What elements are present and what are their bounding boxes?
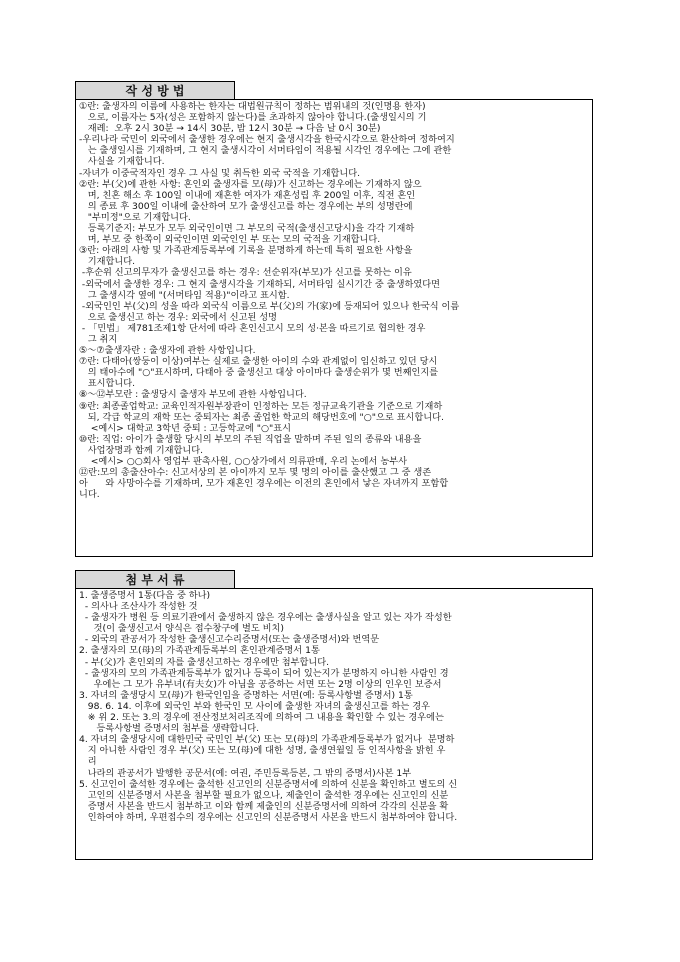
instruction-line: -후순위 신고의무자가 출생신고를 하는 경우: 선순위자(부모)가 신고를 못하는 이유 (79, 267, 412, 279)
instruction-line: 의 태아수에 "○"표시하며, 다태아 중 출생신고 대상 아이마다 출생순위가 몇 번째인지를 (79, 367, 439, 379)
instruction-line: 기재합니다. (79, 256, 136, 268)
attachment-line: ※ 위 2. 또는 3.의 경우에 전산정보처리조직에 의하여 그 내용을 확인할 수 있는 경우에는 (79, 712, 444, 724)
attachment-line: - 출생자의 모의 가족관계등록부가 없거나 등록이 되어 있는지가 분명하지 아니한 사람인 경 (79, 667, 449, 679)
instruction-line: -우리나라 국민이 외국에서 출생한 경우에는 현지 출생시각을 한국시각으로 환산하여 정하여지 (79, 134, 455, 146)
instruction-line: 며, 부모 중 한쪽이 외국인이면 외국인인 부 또는 모의 국적을 기재합니다. (79, 234, 381, 246)
attachment-line: 지 아니한 사람인 경우 부(父) 또는 모(母)에 대한 성명, 출생연월일 등 인적사항을 밝힌 우 (79, 745, 446, 757)
instruction-line: -자녀가 이중국적자인 경우 그 사실 및 취득한 외국 국적을 기재합니다. (79, 167, 361, 179)
attachment-line: 1. 출생증명서 1통(다음 중 하나) (79, 590, 211, 601)
instruction-line: 며, 친혼 해소 후 100일 이내에 재혼한 여자가 재혼성립 후 200일 이후, 직전 혼인 (79, 189, 416, 201)
attachment-line: 리 (79, 756, 97, 768)
attachment-line: 고인의 신분증명서 사본을 첨부할 필요가 없으나, 제출인이 출석한 경우에는 신고인의 신분 (79, 789, 449, 801)
attachments-title: 첨 부 서 류 (75, 570, 235, 589)
instruction-line: ⑨란: 최종졸업학교: 교육인적자원부장관이 인정하는 모든 정규교육기관을 기준으로 기재하 (79, 400, 443, 412)
instruction-line: 니다. (79, 489, 100, 501)
instruction-line: 는 출생일시를 기재하며, 그 현지 출생시각이 서머타임이 적용될 시각인 경우에는 그에 관한 (79, 145, 452, 157)
attachment-line: 98. 6. 14. 이후에 외국인 부와 한국인 모 사이에 출생한 자녀의 출생신고를 하는 경우 (79, 700, 430, 712)
writing-method-box (75, 99, 593, 557)
attachments-box (75, 588, 593, 860)
instruction-line: 그 출생시각 옆에 "(서머타임 적용)"이라고 표시함. (79, 289, 290, 301)
instruction-line: 사실을 기재합니다. (79, 156, 165, 168)
instruction-line: 으로 출생신고 하는 경우: 외국에서 신고된 성명 (79, 311, 278, 323)
instruction-line: 재례: 오후 2시 30분 → 14시 30분, 밤 12시 30분 → 다음 날 0시 30분) (79, 123, 381, 135)
instruction-line: -외국에서 출생한 경우: 그 현지 출생시각을 기재하되, 서머타임 실시기간 중 출생하였다면 (79, 278, 440, 290)
attachment-line: 증명서 사본을 반드시 첨부하고 이와 함께 제출인의 신분증명서에 의하여 각각의 신분을 확 (79, 800, 449, 812)
attachment-line: 등록사항별 증명서의 첨부를 생략합니다. (79, 723, 260, 735)
instruction-line: 아 와 사망아수를 기재하며, 모가 재혼인 경우에는 이전의 혼인에서 낳은 자녀까지 포함합 (79, 478, 449, 490)
attachment-line: - 부(父)가 혼인외의 자를 출생신고하는 경우에만 첨부합니다. (79, 656, 330, 668)
instruction-line: 표시합니다. (79, 378, 136, 390)
instruction-line: ③란: 아래의 사항 및 가족관계등록부에 기록을 분명하게 하는데 특히 필요한 사항을 (79, 245, 413, 257)
attachment-line: 우에는 그 모가 유부녀(有夫女)가 아님을 공증하는 서면 또는 2명 이상의 인우인 보증서 (79, 678, 442, 690)
instruction-line: <예시> ○○회사 영업부 판촉사원, ○○상가에서 의류판매, 우리 논에서 농부사 (79, 456, 407, 467)
instruction-line: ②란: 부(父)에 관한 사항: 혼인외 출생자를 모(母)가 신고하는 경우에는 기재하지 않으 (79, 178, 422, 190)
instruction-line: ⑫란:모의 총출산아수: 신고서상의 본 아이까지 모두 몇 명의 아이를 출산했고 그 중 생존 (79, 467, 432, 479)
instruction-line: "부미정"으로 기재합니다. (79, 211, 191, 223)
instruction-line: ①란: 출생자의 이름에 사용하는 한자는 대법원규칙이 정하는 범위내의 것(인명용 한자) (79, 101, 426, 112)
instruction-line: 의 종료 후 300일 이내에 출산하여 모가 출생신고를 하는 경우에는 부의 성명란에 (79, 200, 413, 212)
instruction-line: <예시> 대학교 3학년 중퇴 : 고등학교에 "○"표시 (79, 422, 292, 434)
instruction-line: ⑧～⑫부모란 : 출생당시 출생자 부모에 관한 사항입니다. (79, 389, 307, 401)
instruction-line: ⑤～⑦출생자란 : 출생자에 관한 사항입니다. (79, 345, 256, 357)
instruction-line: 사업장명과 함께 기재합니다. (79, 444, 204, 456)
attachment-line: 2. 출생자의 모(母)의 가족관계등록부의 혼인관계증명서 1통 (79, 645, 320, 657)
attachment-line: 5. 신고인이 출석한 경우에는 출석한 신고인의 신분증명서에 의하여 신분을 확인하고 별도의 신 (79, 778, 458, 790)
attachment-line: 3. 자녀의 출생당시 모(母)가 한국인임을 증명하는 서면(예: 등록사항별 증명서) 1통 (79, 689, 413, 701)
attachment-line: - 의사나 조산사가 작성한 것 (79, 601, 198, 613)
instruction-line: 되, 각급 학교의 재학 또는 중퇴자는 최종 졸업한 학교의 해당번호에 "○"으로 표시합니다. (79, 411, 444, 423)
instruction-line: -외국인인 부(父)의 성을 따라 외국식 이름으로 부(父)의 가(家)에 등재되어 있으나 한국식 이름 (79, 300, 460, 312)
attachment-line: 나라의 관공서가 발행한 공문서(예: 여권, 주민등록등본, 그 밖의 증명서)사본 1부 (79, 767, 412, 779)
instruction-line: ⑦란: 다태아(쌍둥이 이상)여부는 실제로 출생한 아이의 수와 관계없이 임신하고 있던 당시 (79, 356, 438, 368)
attachment-line: - 외국의 관공서가 작성한 출생신고수리증명서(또는 출생증명서)와 번역문 (79, 634, 380, 646)
instruction-line: 그 취지 (79, 333, 118, 345)
instruction-line: 등록기준지: 부모가 모두 외국인이면 그 부모의 국적(출생신고당시)을 각각 기재하 (79, 223, 415, 235)
attachment-line: - 출생자가 병원 등 의료기관에서 출생하지 않은 경우에는 출생사실을 알고 있는 자가 작성한 (79, 612, 452, 624)
instruction-line: 으로, 이름자는 5자(성은 포함하지 않는다)를 초과하지 않아야 합니다.(출생일시의 기 (79, 112, 427, 124)
attachment-line: 것(이 출생신고서 양식은 접수창구에 별도 비치) (79, 623, 285, 635)
writing-method-title: 작 성 방 법 (75, 81, 235, 100)
attachment-line: 4. 자녀의 출생당시에 대한민국 국민인 부(父) 또는 모(母)의 가족관계등록부가 없거나 분명하 (79, 734, 455, 746)
instruction-line: ⑩란: 직업: 아이가 출생할 당시의 부모의 주된 직업을 말하며 주된 일의 종류와 내용을 (79, 433, 422, 445)
instruction-line: - 「민법」 제781조제1항 단서에 따라 혼인신고시 모의 성·본을 따르기로 협의한 경우 (79, 322, 426, 334)
attachment-line: 인하여야 하며, 우편접수의 경우에는 신고인의 신분증명서 사본을 반드시 첨부하여야 합니다. (79, 811, 458, 823)
